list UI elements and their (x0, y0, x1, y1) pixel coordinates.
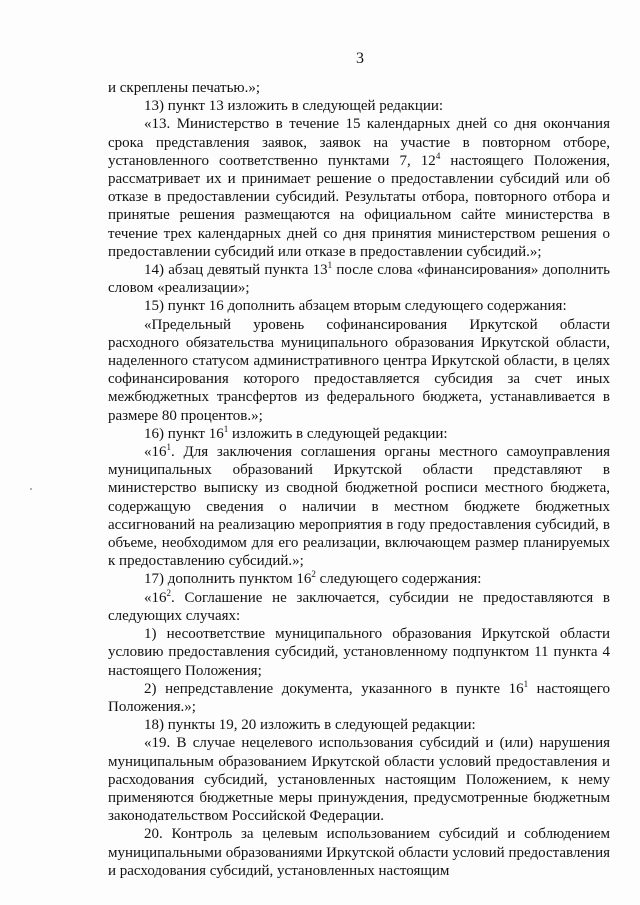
paragraph (108, 425, 610, 443)
document-body (108, 79, 610, 880)
paragraph-text: 20. Контроль за целевым использованием субсидий и соблюдением муниципальными образованиями Иркутской области условий предоставления и расходования субсидий, установленных настоящим (108, 826, 610, 879)
paragraph-text: следующего содержания: (315, 571, 482, 588)
paragraph-text: 16) пункт 16 (144, 425, 224, 442)
scan-speck (30, 488, 32, 490)
paragraph (108, 825, 610, 880)
paragraph (108, 297, 610, 315)
superscript: 2 (311, 569, 316, 580)
paragraph-text: изложить в следующей редакции: (228, 425, 448, 442)
paragraph-text: и скреплены печатью.»; (108, 80, 261, 96)
superscript: 1 (223, 423, 229, 434)
paragraph-text: настоящего Положения.»; (108, 680, 610, 715)
paragraph (108, 443, 610, 570)
paragraph (108, 734, 610, 825)
paragraph (108, 97, 610, 115)
paragraph (108, 625, 610, 680)
paragraph (108, 115, 610, 261)
paragraph (108, 570, 610, 588)
paragraph-text: «16 (144, 444, 167, 461)
paragraph-text: 17) дополнить пунктом 16 (144, 571, 312, 588)
paragraph-text: 15) пункт 16 дополнить абзацем вторым следующего содержания: (144, 298, 567, 315)
superscript: 1 (523, 678, 529, 689)
superscript: 1 (166, 442, 171, 453)
paragraph (108, 79, 610, 97)
paragraph (108, 261, 610, 297)
paragraph-text: «19. В случае нецелевого использования субсидий и (или) нарушения муниципальным образованием Иркутской области условий предоставления и расходования субсидий, установленных настоящим Положением, к нему применяются бюджетные меры принуждения, предусмотренные бюджетным законодательством Российской Федерации. (108, 735, 610, 825)
paragraph (108, 680, 610, 716)
paragraph-text: «13. Министерство в течение 15 календарных дней со дня окончания срока представления заявок, заявок на участие в повторном отборе, установленного соответственно пунктами 7, 12 (108, 116, 610, 169)
paragraph-text: настоящего Положения, рассматривает их и принимает решение о предоставлении субсидий или об отказе в предоставлении субсидий. Результаты отбора, повторного отбора и принятые решения размещаются на официальном сайте министерства в течение трех календарных дней со дня принятия министерством решения о предоставлении субсидий или отказе в предоставлении субсидий.»; (108, 152, 611, 260)
paragraph-text: 18) пункты 19, 20 изложить в следующей редакции: (144, 717, 476, 734)
paragraph-text: . Соглашение не заключается, субсидии не предоставляются в следующих случаях: (108, 589, 610, 624)
superscript: 4 (435, 150, 441, 161)
superscript: 2 (166, 587, 171, 598)
paragraph-text: 1) несоответствие муниципального образования Иркутской области условию предоставления субсидий, установленному подпунктом 11 пункта 4 настоящего Положения; (108, 626, 610, 679)
paragraph-text: 14) абзац девятый пункта 13 (144, 262, 328, 279)
paragraph-text: 13) пункт 13 изложить в следующей редакции: (144, 98, 444, 115)
paragraph (108, 716, 610, 734)
page-number: 3 (356, 50, 364, 67)
paragraph-text: «16 (144, 589, 167, 606)
paragraph-text: 2) непредставление документа, указанного в пункте 16 (144, 680, 524, 697)
paragraph (108, 589, 610, 625)
paragraph-text: после слова «финансирования» дополнить словом «реализации»; (108, 262, 610, 297)
paragraph (108, 316, 610, 425)
superscript: 1 (327, 260, 333, 271)
paragraph-text: . Для заключения соглашения органы местного самоуправления муниципальных образований Иркутской области представляют в министерство выписку из сводной бюджетной росписи местного бюджета, содержащую сведения о наличии в местном бюджете бюджетных ассигнований на реализацию мероприятия в году предоставления субсидий, в объеме, необходимом для его реализации, включающем размер планируемых к предоставлению субсидий.»; (108, 444, 610, 570)
paragraph-text: «Предельный уровень софинансирования Иркутской области расходного обязательства муниципального образования Иркутской области, наделенного статусом административного центра Иркутской области, в целях софинансирования которого предоставляется субсидия за счет иных межбюджетных трансфертов из федерального бюджета, устанавливается в размере 80 процентов.»; (108, 316, 610, 424)
